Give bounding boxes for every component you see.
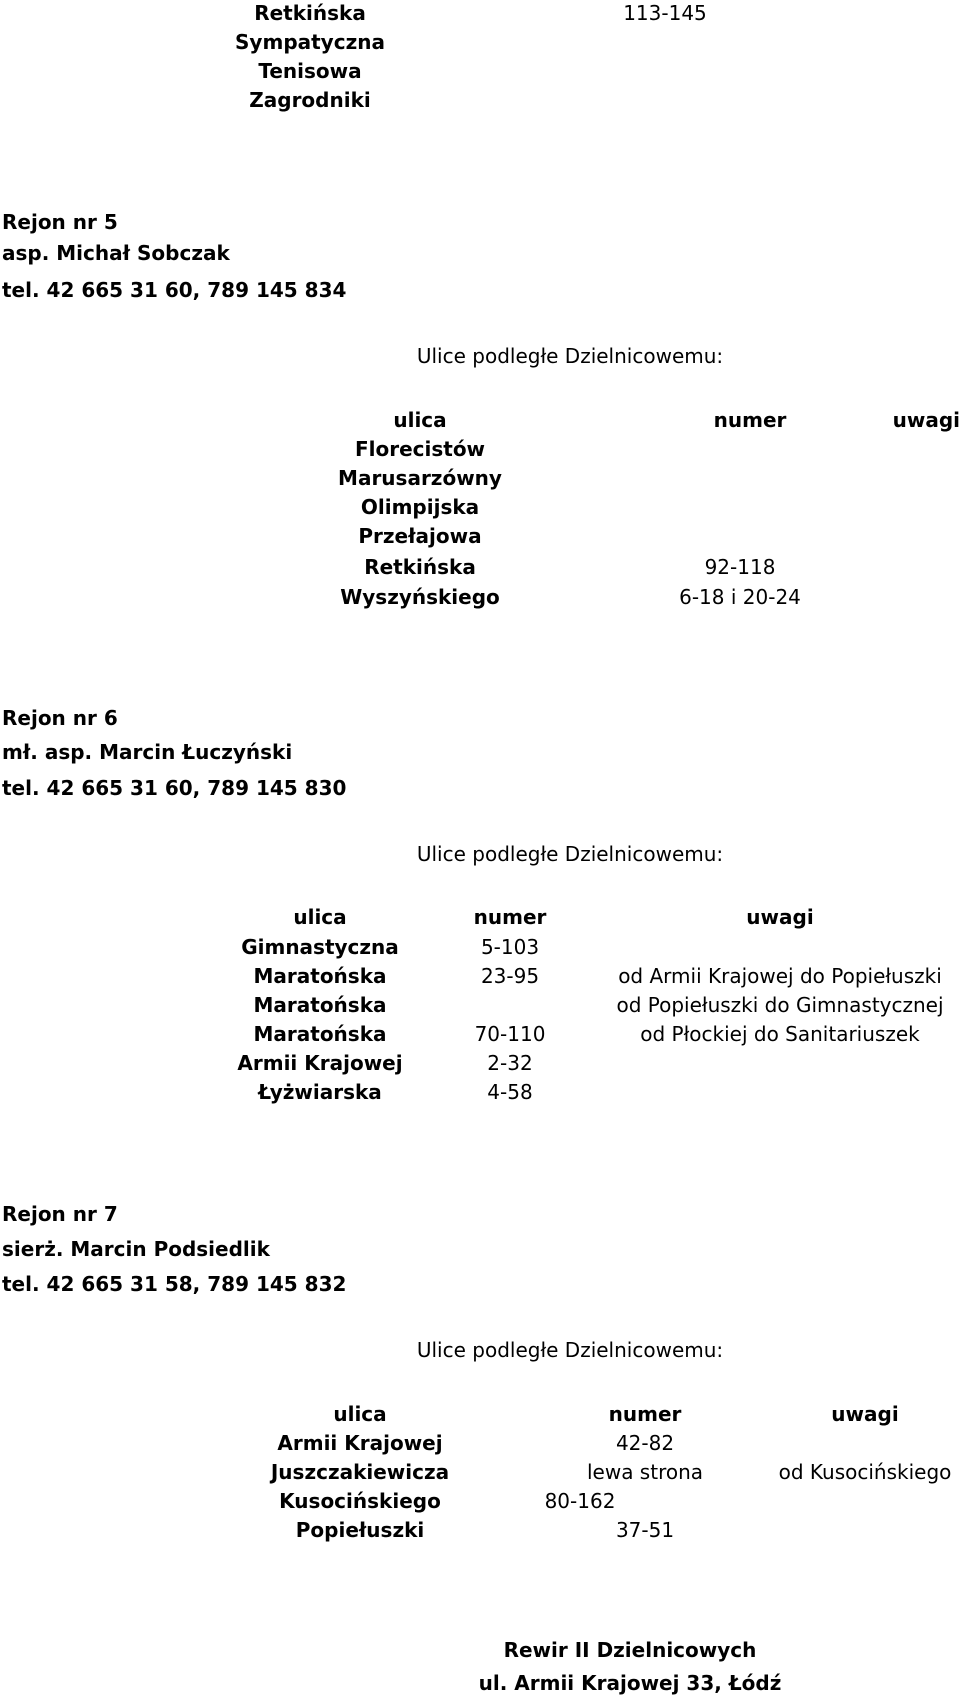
street-name: Retkińska — [254, 1, 366, 25]
street-name: Olimpijska — [360, 495, 480, 519]
street-number: 5-103 — [480, 935, 540, 959]
footer-address: ul. Armii Krajowej 33, Łódź — [478, 1671, 782, 1695]
street-number: 6-18 i 20-24 — [679, 585, 801, 609]
column-header-numer: numer — [713, 408, 787, 432]
rejon-title: Rejon nr 7 — [2, 1202, 118, 1226]
street-number: 2-32 — [487, 1051, 533, 1075]
column-header-uwagi: uwagi — [746, 905, 814, 929]
street-number: 80-162 — [544, 1489, 616, 1513]
street-name: Juszczakiewicza — [270, 1460, 450, 1484]
street-number: 92-118 — [704, 555, 776, 579]
section-subtitle: Ulice podległe Dzielnicowemu: — [416, 344, 724, 368]
street-number: lewa strona — [586, 1460, 704, 1484]
street-remarks: od Armii Krajowej do Popiełuszki — [618, 964, 942, 988]
street-name: Popiełuszki — [295, 1518, 425, 1542]
street-name: Tenisowa — [258, 59, 362, 83]
column-header-ulica: ulica — [393, 408, 447, 432]
street-remarks: od Popiełuszki do Gimnastycznej — [616, 993, 944, 1017]
street-number: 70-110 — [474, 1022, 546, 1046]
street-name: Florecistów — [354, 437, 486, 461]
street-name: Gimnastyczna — [241, 935, 399, 959]
officer-name: mł. asp. Marcin Łuczyński — [2, 740, 293, 764]
street-name: Łyżwiarska — [258, 1080, 382, 1104]
column-header-uwagi: uwagi — [892, 408, 960, 432]
column-header-ulica: ulica — [293, 905, 347, 929]
street-number: 42-82 — [615, 1431, 675, 1455]
street-name: Sympatyczna — [235, 30, 385, 54]
street-name: Marusarzówny — [338, 466, 502, 490]
street-name: Maratońska — [253, 964, 387, 988]
officer-name: sierż. Marcin Podsiedlik — [2, 1237, 270, 1261]
street-name: Zagrodniki — [249, 88, 371, 112]
officer-phone: tel. 42 665 31 58, 789 145 832 — [2, 1272, 347, 1296]
column-header-ulica: ulica — [333, 1402, 387, 1426]
street-name: Przełajowa — [358, 524, 482, 548]
rejon-title: Rejon nr 5 — [2, 210, 118, 234]
street-name: Maratońska — [253, 993, 387, 1017]
street-number: 113-145 — [623, 1, 707, 25]
street-number: 4-58 — [487, 1080, 533, 1104]
officer-name: asp. Michał Sobczak — [2, 241, 230, 265]
street-name: Wyszyńskiego — [340, 585, 500, 609]
street-name: Armii Krajowej — [237, 1051, 403, 1075]
street-name: Kusocińskiego — [279, 1489, 441, 1513]
section-subtitle: Ulice podległe Dzielnicowemu: — [416, 1338, 724, 1362]
section-subtitle: Ulice podległe Dzielnicowemu: — [416, 842, 724, 866]
street-remarks: od Płockiej do Sanitariuszek — [640, 1022, 920, 1046]
column-header-uwagi: uwagi — [831, 1402, 899, 1426]
street-name: Maratońska — [253, 1022, 387, 1046]
street-number: 37-51 — [615, 1518, 675, 1542]
officer-phone: tel. 42 665 31 60, 789 145 830 — [2, 776, 347, 800]
street-number: 23-95 — [480, 964, 540, 988]
street-name: Armii Krajowej — [277, 1431, 443, 1455]
column-header-numer: numer — [608, 1402, 682, 1426]
street-name: Retkińska — [364, 555, 476, 579]
rejon-title: Rejon nr 6 — [2, 706, 118, 730]
footer-title: Rewir II Dzielnicowych — [503, 1638, 757, 1662]
column-header-numer: numer — [473, 905, 547, 929]
officer-phone: tel. 42 665 31 60, 789 145 834 — [2, 278, 347, 302]
street-remarks: od Kusocińskiego — [778, 1460, 952, 1484]
